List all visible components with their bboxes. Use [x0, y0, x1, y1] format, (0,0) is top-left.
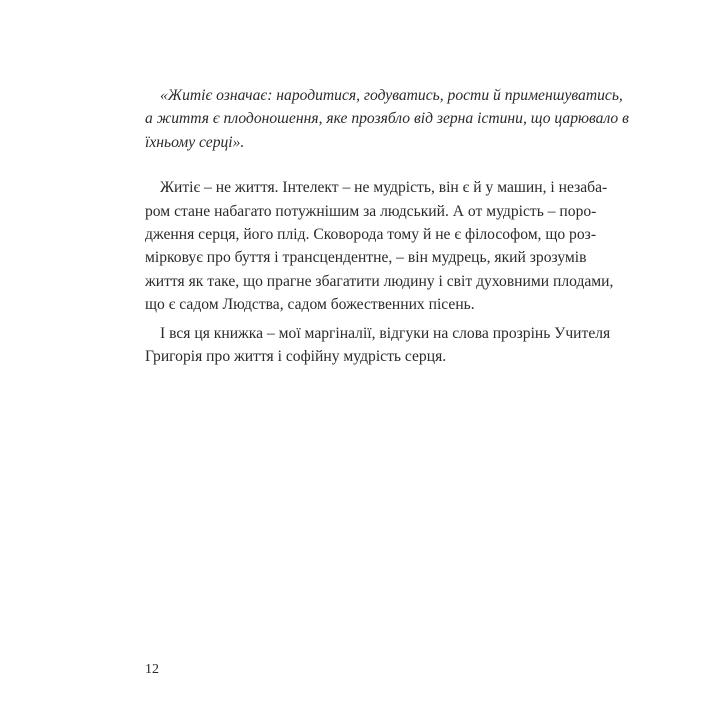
- quote-line: а життя є плодоношення, яке прозябло від зерна істини, що царювало в: [145, 110, 629, 128]
- paragraph-line: життя як таке, що прагне збагатити людину і світ духовними плодами,: [145, 272, 614, 290]
- paragraph-line: Григорія про життя і софійну мудрість серця.: [145, 347, 447, 365]
- paragraph-2: [145, 322, 611, 369]
- paragraph-line: мірковує про буття і трансцендентне, – він мудрець, який зрозумів: [145, 249, 587, 267]
- paragraph-line: ром стане набагато потужнішим за людський. А от мудрість – поро-: [145, 202, 597, 220]
- paragraph-1: [145, 176, 614, 316]
- paragraph-line: І вся ця книжка – мої маргіналії, відгуки на слова прозрінь Учителя: [160, 324, 611, 342]
- paragraph-line: Житіє – не життя. Інтелект – не мудрість, він є й у машин, і незаба-: [160, 179, 608, 197]
- page-number: 12: [145, 662, 159, 677]
- paragraph-line: що є садом Людства, садом божественних пісень.: [145, 296, 475, 314]
- paragraph-line: дження серця, його плід. Сковорода тому й не є філософом, що роз-: [145, 225, 597, 243]
- quote-line: «Житіє означає: народитися, годуватись, рости й применшуватись,: [160, 87, 623, 104]
- quote-line: їхньому серці».: [145, 133, 245, 151]
- page-text-block: [145, 84, 629, 373]
- epigraph-quote: [145, 84, 629, 154]
